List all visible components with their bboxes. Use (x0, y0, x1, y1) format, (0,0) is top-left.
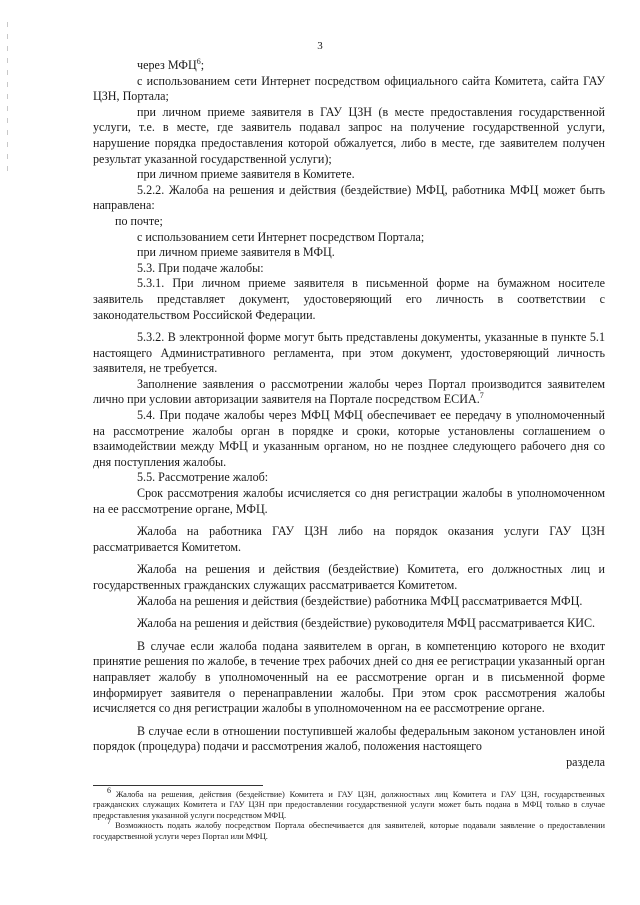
paragraph-text: через МФЦ (137, 58, 197, 72)
margin-scan-marks (6, 22, 10, 192)
footnotes (93, 786, 605, 842)
paragraph-text: при личном приеме заявителя в МФЦ. (137, 245, 335, 260)
paragraph-text: 5.3.2. В электронной форме могут быть представлены документы, указанные в пункте 5.1 настоящего Административного регламента, при этом документ, удостоверяющий личность заявителя, не требуется. (93, 330, 605, 376)
paragraph (93, 486, 605, 517)
footnote-text: Возможность подать жалобу посредством Портала обеспечивается для заявителей, которые подавали заявление о предоставлении государственной услуги через Портал или МФЦ. (93, 821, 605, 841)
paragraph (93, 105, 605, 167)
paragraph-text: при личном приеме заявителя в ГАУ ЦЗН (в месте предоставления государственной услуги, т.е. в месте, где заявитель подавал запрос на получение государственной услуги, нарушение порядка предоставления которой обжалуется, либо в месте, где заявителем получен результат указанной государственной услуги); (93, 104, 605, 166)
footnote-mark: 7 (107, 817, 111, 827)
paragraph (93, 470, 605, 486)
paragraph-text: с использованием сети Интернет посредством официального сайта Комитета, сайта ГАУ ЦЗН, Портала; (93, 73, 605, 104)
paragraph-text: при личном приеме заявителя в Комитете. (137, 167, 355, 182)
footnote (93, 786, 605, 821)
paragraph (93, 330, 605, 377)
paragraph-tail: ; (200, 58, 205, 72)
paragraph (93, 245, 605, 261)
continued-word: раздела (566, 754, 605, 769)
paragraph-text: Жалоба на решения и действия (бездействие) работника МФЦ рассматривается МФЦ. (137, 593, 583, 608)
paragraph (93, 639, 605, 717)
paragraph-text: по почте; (115, 213, 163, 228)
footnote-text: Жалоба на решения, действия (бездействие) Комитета и ГАУ ЦЗН, должностных лиц Комитета и ГАУ ЦЗН, государственных гражданских служащих Комитета и ГАУ ЦЗН при предоставлении государственной услуги может быть подана в МФЦ только в случае предоставления указанной услуги посредством МФЦ. (93, 790, 605, 820)
paragraph-text: 5.5. Рассмотрение жалоб: (137, 470, 269, 485)
paragraph (93, 724, 605, 755)
paragraph-text: В случае если жалоба подана заявителем в орган, в компетенцию которого не входит принятие решения по жалобе, в течение трех рабочих дней со дня ее регистрации указанный орган направляет жалобу в уполномоченный на ее рассмотрение орган и в письменной форме информирует заявителя о перенаправлении жалобы. При этом срок рассмотрения жалобы исчисляется со дня регистрации жалобы в уполномоченном на ее рассмотрение органе. (93, 638, 605, 716)
footnote-ref: 7 (479, 391, 484, 401)
paragraph (93, 524, 605, 555)
paragraph-text: 5.3.1. При личном приеме заявителя в письменной форме на бумажном носителе заявитель представляет документ, удостоверяющий его личность в соответствии с законодательством Российской Федерации. (93, 276, 605, 322)
paragraph (93, 276, 605, 323)
footnote-separator (93, 785, 263, 786)
paragraph (93, 261, 605, 277)
paragraph (93, 377, 605, 408)
paragraph (93, 408, 605, 470)
paragraph (93, 594, 605, 610)
paragraph (93, 230, 605, 246)
paragraph-text: Жалоба на решения и действия (бездействие) Комитета, его должностных лиц и государственных гражданских служащих рассматривается Комитетом. (93, 562, 605, 592)
paragraph-text: 5.3. При подаче жалобы: (137, 260, 264, 275)
paragraph (93, 58, 605, 74)
paragraph (93, 616, 605, 632)
paragraph-text: Срок рассмотрения жалобы исчисляется со дня регистрации жалобы в уполномоченном на ее рассмотрение органе, МФЦ. (93, 486, 605, 516)
footnote-ref: 6 (196, 56, 201, 66)
paragraph (93, 74, 605, 105)
footnote-mark: 6 (107, 786, 111, 796)
paragraph (93, 562, 605, 593)
footnote (93, 817, 605, 842)
paragraph (93, 214, 605, 230)
paragraph-text: с использованием сети Интернет посредством Портала; (137, 229, 425, 244)
paragraph-text: В случае если в отношении поступившей жалобы федеральным законом установлен иной порядок (процедура) подачи и рассмотрения жалоб, положения настоящего (93, 723, 605, 754)
paragraph-text: Жалоба на работника ГАУ ЦЗН либо на порядок оказания услуги ГАУ ЦЗН рассматривается Комитетом. (93, 524, 605, 554)
paragraph (93, 183, 605, 214)
paragraph-text: 5.4. При подаче жалобы через МФЦ МФЦ обеспечивает ее передачу в уполномоченный на рассмотрение жалобы орган в порядке и сроки, которые установлены соглашением о взаимодействии между МФЦ и указанным органом, но не позднее следующего рабочего дня со дня поступления жалобы. (93, 408, 605, 469)
page-number: 3 (317, 40, 323, 52)
paragraph-text: Заполнение заявления о рассмотрении жалобы через Портал производится заявителем лично при условии авторизации заявителя на Портале посредством ЕСИА. (93, 376, 605, 407)
paragraph (93, 167, 605, 183)
paragraph-text: Жалоба на решения и действия (бездействие) руководителя МФЦ рассматривается КИС. (137, 616, 596, 631)
paragraph-text: 5.2.2. Жалоба на решения и действия (бездействие) МФЦ, работника МФЦ может быть направлена: (93, 182, 605, 213)
document-body (93, 58, 605, 771)
